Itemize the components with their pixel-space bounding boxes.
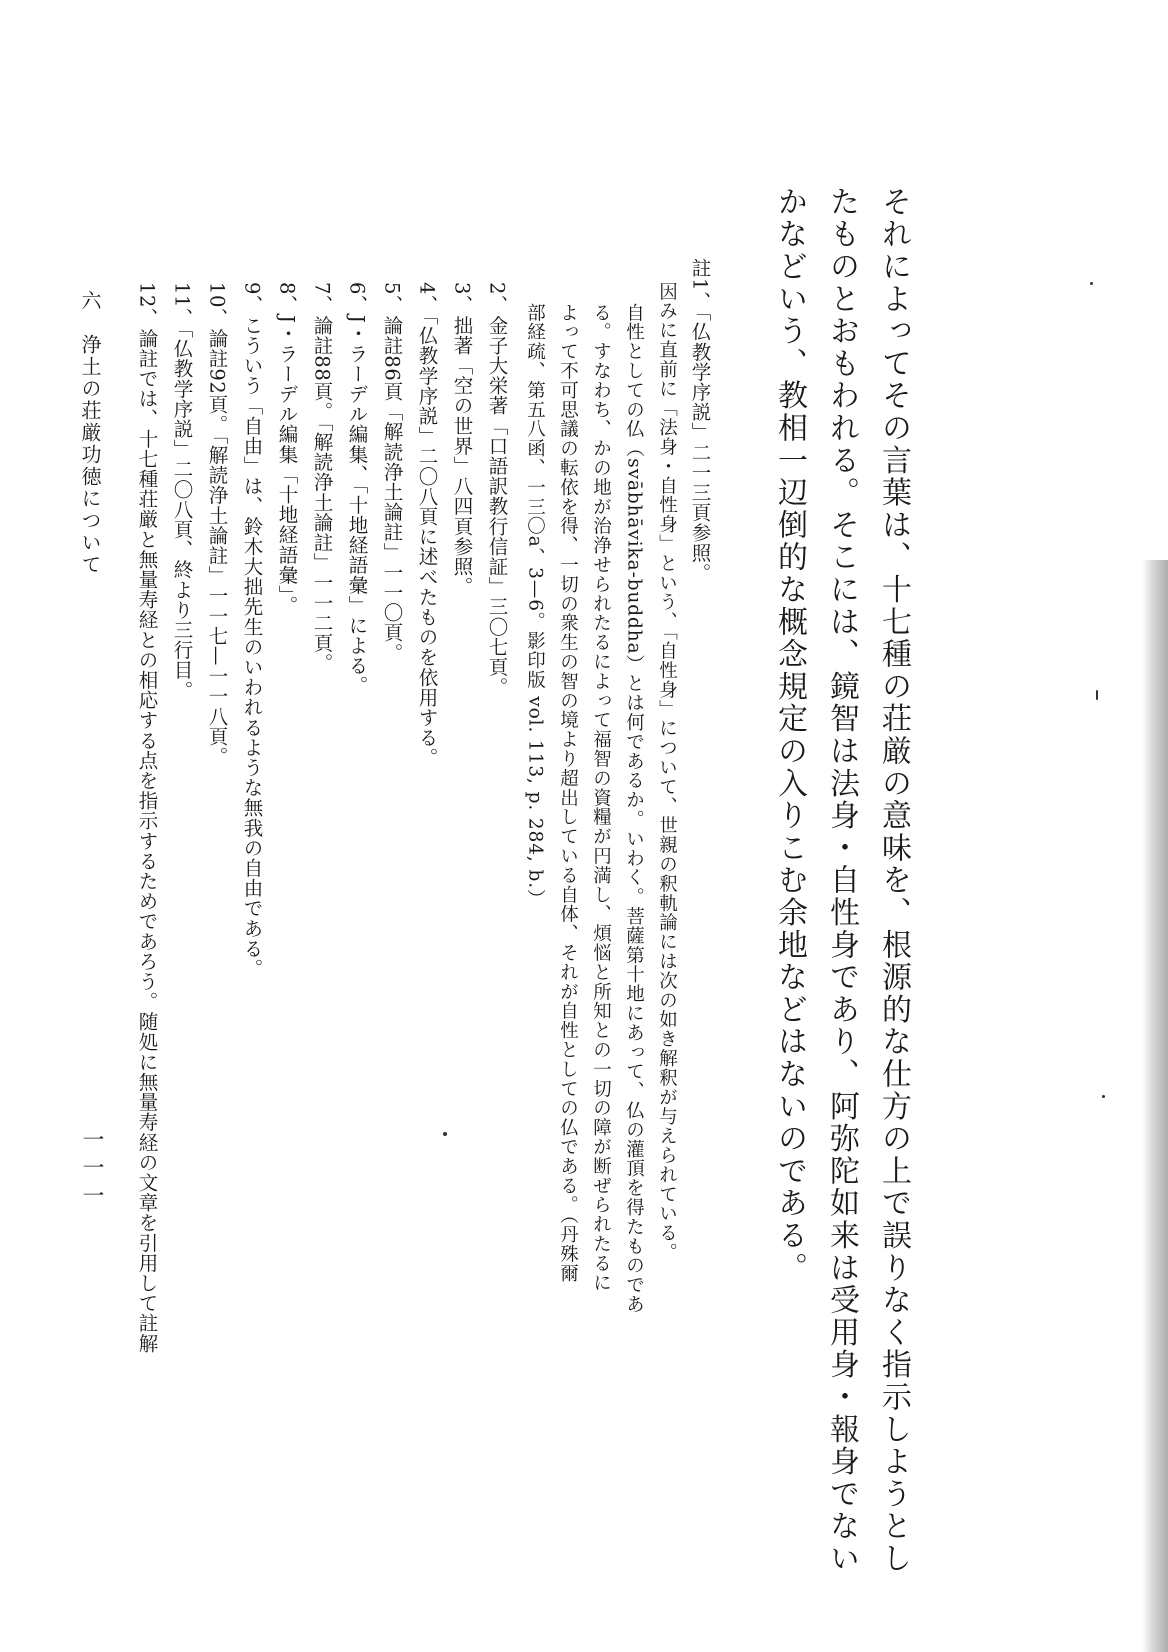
scan-edge-shadow [1142,560,1168,1652]
scan-speck [1096,690,1098,700]
note-1-detail-4: よって不可思議の転依を得、一切の衆生の智の境より超出している自体、それが自性としての仏である。（丹殊爾 [557,303,579,1284]
body-line-3: かなどいう、教相一辺倒的な概念規定の入りこむ余地などはないのである。 [772,186,807,1285]
note-4: 4、「仏教学序説」二〇八頁に述べたものを依用する。 [415,282,439,768]
running-head: 六 浄土の荘厳功徳について [78,290,102,576]
note-1: 註1、「仏教学序説」二一三頁参照。 [688,258,712,583]
page-number: 一一一 [79,1128,104,1212]
note-11: 11、「仏教学序説」二〇八頁、終より三行目。 [170,282,194,701]
scan-speck [1090,282,1093,285]
note-9: 9、こういう「自由」は、鈴木大拙先生のいわれるような無我の自由である。 [240,282,264,979]
note-8: 8、J・ラーデル編集「十地経語彙」。 [275,282,299,616]
scan-speck [443,1132,447,1136]
note-1-detail-3: る。すなわち、かの地が治浄せられたるによって福智の資糧が円満し、煩悩と所知との一切の障が断ぜられたるに [590,303,612,1293]
note-1-detail-1: 因みに直前に「法身・自性身」という、「自性身」について、世親の釈軌論には次の如き解釈が与えられている。 [656,282,678,1263]
note-12: 12、論註では、十七種荘厳と無量寿経との相応する点を指示するためであろう。随処に無量寿経の文章を引用して註解 [135,282,159,1354]
note-5: 5、論註86頁「解読浄土論註」一一〇頁。 [380,282,404,663]
note-1-detail-2: 自性としての仏（svābhāvika-buddha）とは何であるか。いわく。菩薩第十地にあって、仏の灌頂を得たものであ [623,303,645,1315]
body-line-2: たものとおもわれる。そこには、鏡智は法身・自性身であり、阿弥陀如来は受用身・報身でない [824,186,859,1575]
note-7: 7、論註88頁。「解読浄土論註」一一二頁。 [310,282,334,674]
note-2: 2、金子大栄著「口語訳教行信証」三〇七頁。 [485,282,509,698]
body-line-1: それによってその言葉は、十七種の荘厳の意味を、根源的な仕方の上で誤りなく指示しようとし [876,186,911,1575]
note-6: 6、J・ラーデル編集、「十地経語彙」による。 [345,282,369,696]
note-3: 3、拙著「空の世界」八四頁参照。 [450,282,474,597]
scan-speck [1102,1095,1105,1098]
note-1-detail-5: 部経疏、第五八函、一三〇a、3—6。影印版 vol. 113, p. 284, b.） [524,303,546,909]
note-10: 10、論註92頁。「解読浄土論註」一一七—一一八頁。 [205,282,229,767]
